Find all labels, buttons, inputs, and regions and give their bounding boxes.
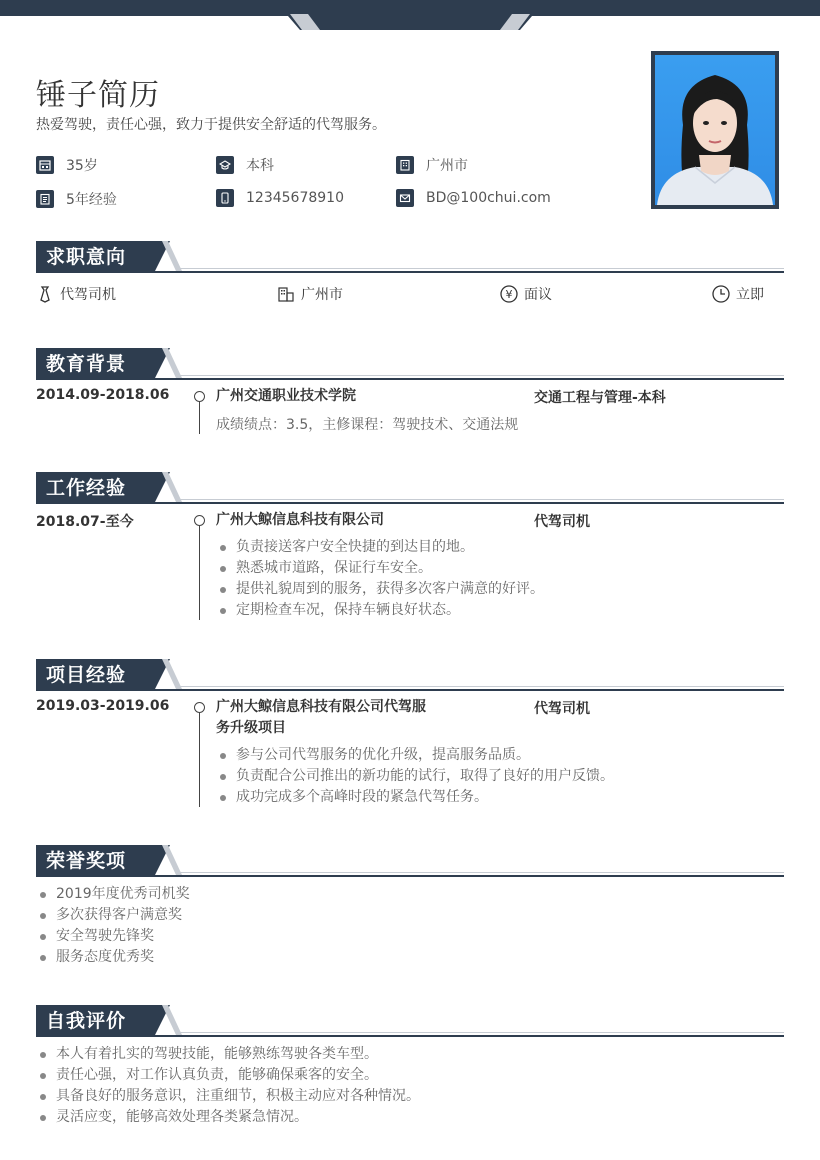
- info-degree: [216, 155, 274, 175]
- education-school: 广州交通职业技术学院: [216, 388, 356, 404]
- graduation-cap-icon: [216, 156, 234, 174]
- tie-icon: [36, 285, 54, 303]
- info-phone: [216, 189, 344, 207]
- section-thin-line: [176, 872, 784, 873]
- section-rule: [36, 1035, 784, 1037]
- info-age: [36, 155, 98, 175]
- section-thin-line: [176, 1032, 784, 1033]
- motto: 热爱驾驶，责任心强，致力于提供安全舒适的代驾服务。: [36, 117, 386, 133]
- resume-title: [36, 70, 160, 114]
- section-work-title: 工作经验: [36, 472, 154, 504]
- section-work: [36, 472, 784, 504]
- list-item: 安全驾驶先锋奖: [36, 926, 190, 947]
- intent-availability: [712, 284, 764, 304]
- section-rule: [36, 378, 784, 380]
- yen-icon: [500, 285, 518, 303]
- section-project-title: 项目经验: [36, 659, 154, 691]
- timeline-dot: [194, 391, 205, 402]
- list-item: 2019年度优秀司机奖: [36, 884, 190, 905]
- section-intent-title: 求职意向: [36, 241, 154, 273]
- section-rule: [36, 689, 784, 691]
- self-evaluation-list: [36, 1044, 420, 1128]
- project-duties: [216, 745, 614, 808]
- timeline-line: [199, 520, 200, 620]
- phone-value[interactable]: 12345678910: [246, 190, 344, 206]
- building-icon: [277, 285, 295, 303]
- phone-icon: [216, 189, 234, 207]
- project-date: 2019.03-2019.06: [36, 698, 170, 714]
- timeline-line: [199, 707, 200, 807]
- section-thin-line: [176, 499, 784, 500]
- section-project: [36, 659, 784, 691]
- project-name-line2: 务升级项目: [216, 720, 286, 736]
- honors-list: [36, 884, 190, 968]
- education-major: 交通工程与管理-本科: [534, 390, 666, 406]
- section-thin-line: [176, 686, 784, 687]
- clipboard-icon: [36, 190, 54, 208]
- section-education-title: 教育背景: [36, 348, 154, 380]
- clock-icon: [712, 285, 730, 303]
- intent-city-value: 广州市: [301, 287, 343, 303]
- intent-city: [277, 284, 343, 304]
- work-date: 2018.07-至今: [36, 514, 134, 530]
- section-thin-line: [176, 268, 784, 269]
- degree-value: 本科: [246, 158, 274, 174]
- intent-salary: [500, 284, 552, 304]
- list-item: 本人有着扎实的驾驶技能，能够熟练驾驶各类车型。: [36, 1044, 420, 1065]
- list-item: 多次获得客户满意奖: [36, 905, 190, 926]
- project-name-line1: 广州大鲸信息科技有限公司代驾服: [216, 699, 426, 715]
- list-item: 成功完成多个高峰时段的紧急代驾任务。: [216, 787, 614, 808]
- list-item: 提供礼貌周到的服务，获得多次客户满意的好评。: [216, 579, 544, 600]
- section-rule: [36, 502, 784, 504]
- section-rule: [36, 271, 784, 273]
- work-duties: [216, 537, 544, 621]
- education-detail: 成绩绩点：3.5，主修课程：驾驶技术、交通法规: [216, 417, 519, 433]
- profile-photo: [651, 51, 779, 209]
- intent-salary-value: 面议: [524, 287, 552, 303]
- email-value[interactable]: BD@100chui.com: [426, 190, 551, 206]
- section-self-title: 自我评价: [36, 1005, 154, 1037]
- work-company: 广州大鲸信息科技有限公司: [216, 512, 384, 528]
- building-icon: [396, 156, 414, 174]
- timeline-dot: [194, 702, 205, 713]
- list-item: 熟悉城市道路，保证行车安全。: [216, 558, 544, 579]
- intent-position-value: 代驾司机: [60, 287, 116, 303]
- intent-availability-value: 立即: [736, 287, 764, 303]
- age-value: 35岁: [66, 158, 98, 174]
- timeline-dot: [194, 515, 205, 526]
- project-role: 代驾司机: [534, 701, 590, 717]
- section-rule: [36, 875, 784, 877]
- section-self: [36, 1005, 784, 1037]
- list-item: 服务态度优秀奖: [36, 947, 190, 968]
- section-honors: [36, 845, 784, 877]
- envelope-icon: [396, 189, 414, 207]
- calendar-icon: [36, 156, 54, 174]
- experience-value: 5年经验: [66, 192, 117, 208]
- section-education: [36, 348, 784, 380]
- list-item: 灵活应变，能够高效处理各类紧急情况。: [36, 1107, 420, 1128]
- section-thin-line: [176, 375, 784, 376]
- candidate-name: 锤子简历: [36, 78, 160, 113]
- info-email: [396, 189, 551, 207]
- list-item: 负责接送客户安全快捷的到达目的地。: [216, 537, 544, 558]
- intent-position: [36, 284, 116, 304]
- info-city: [396, 155, 468, 175]
- list-item: 具备良好的服务意识，注重细节，积极主动应对各种情况。: [36, 1086, 420, 1107]
- svg-text:¥: ¥: [505, 288, 513, 301]
- list-item: 负责配合公司推出的新功能的试行，取得了良好的用户反馈。: [216, 766, 614, 787]
- work-role: 代驾司机: [534, 514, 590, 530]
- section-honors-title: 荣誉奖项: [36, 845, 154, 877]
- city-value: 广州市: [426, 158, 468, 174]
- top-banner-decoration: [0, 0, 820, 32]
- education-date: 2014.09-2018.06: [36, 387, 170, 403]
- section-intent: [36, 241, 784, 273]
- list-item: 定期检查车况，保持车辆良好状态。: [216, 600, 544, 621]
- info-experience: [36, 189, 117, 209]
- list-item: 责任心强，对工作认真负责，能够确保乘客的安全。: [36, 1065, 420, 1086]
- list-item: 参与公司代驾服务的优化升级，提高服务品质。: [216, 745, 614, 766]
